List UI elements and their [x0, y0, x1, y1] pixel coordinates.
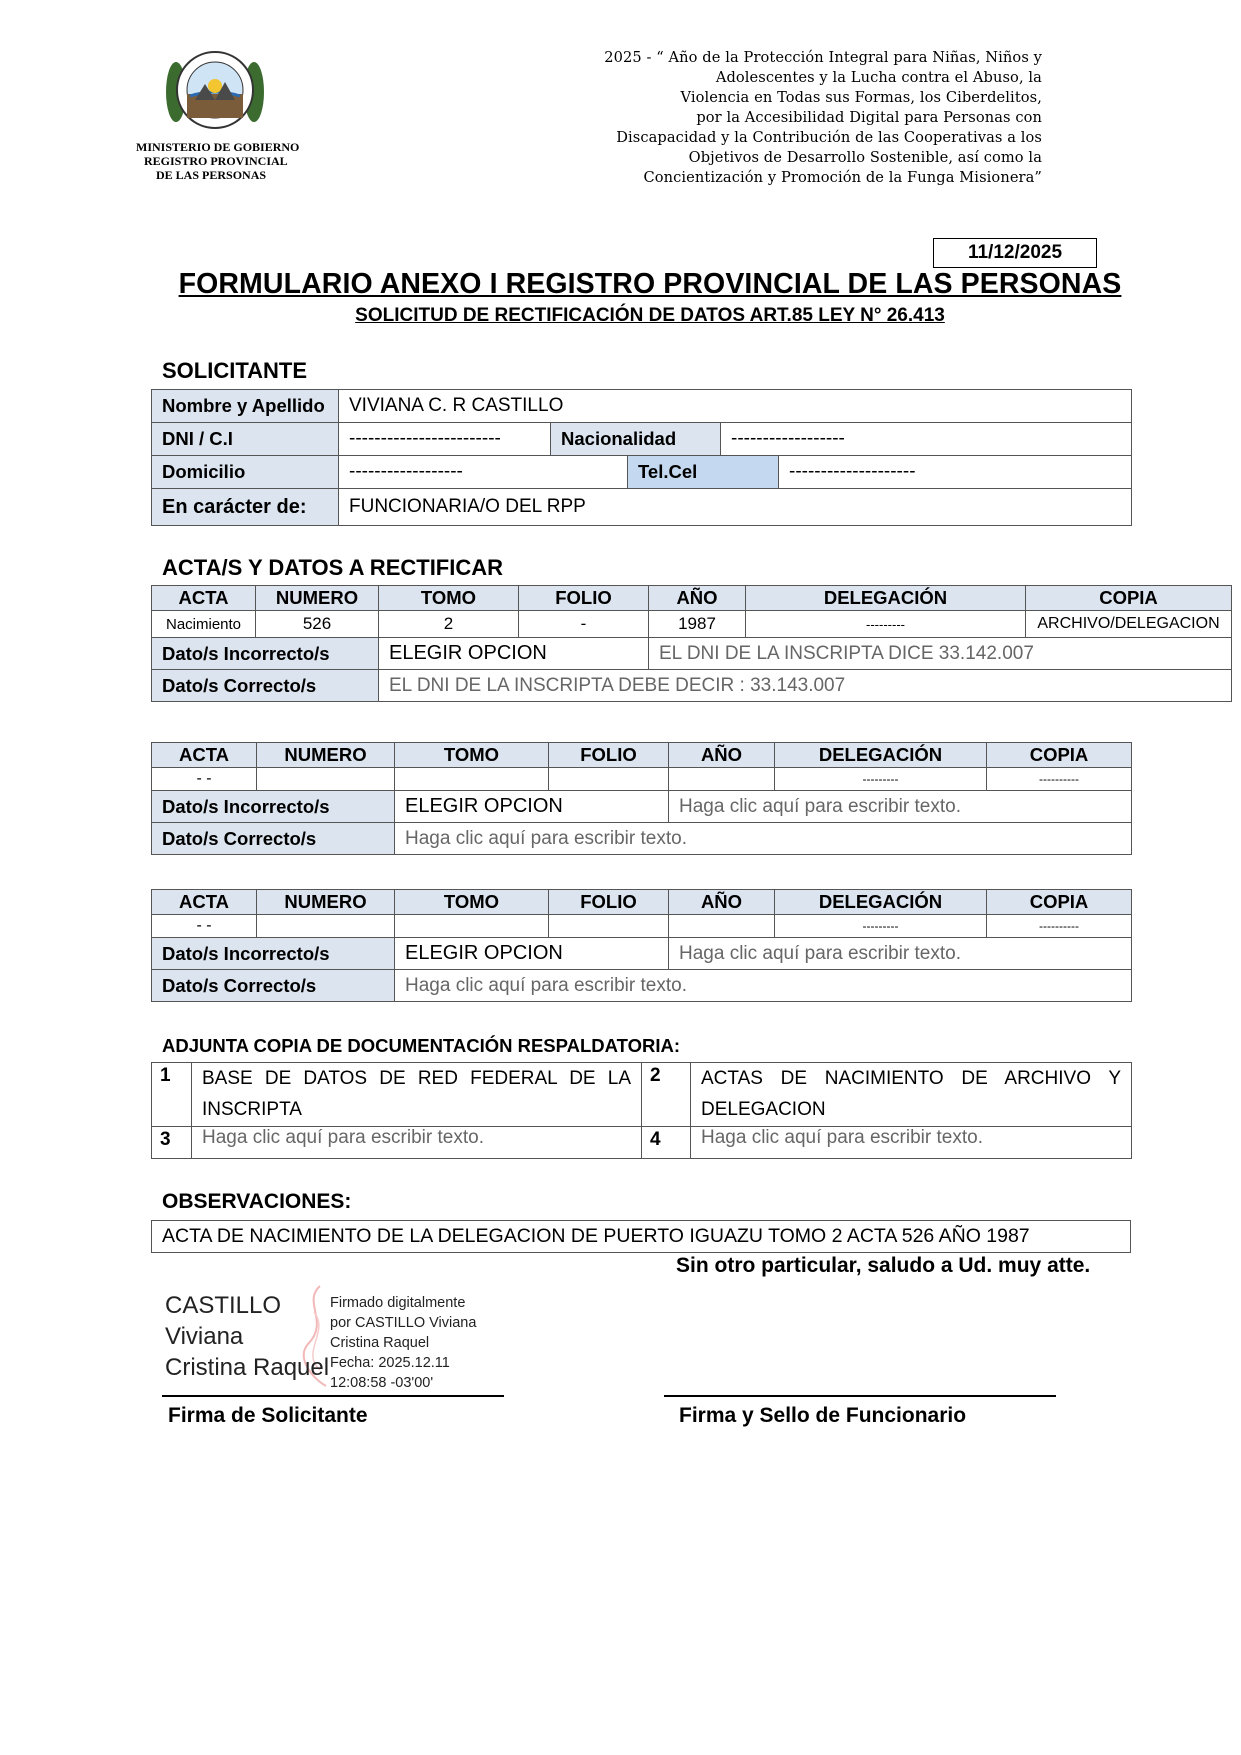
- nacionalidad-field[interactable]: ------------------: [721, 423, 1132, 456]
- acta-cell[interactable]: - -: [152, 768, 257, 791]
- col-copia: COPIA: [1026, 586, 1232, 611]
- stamp-line: Fecha: 2025.12.11: [330, 1355, 450, 1371]
- motto-line: Objetivos de Desarrollo Sostenible, así como la: [688, 149, 1042, 166]
- motto-line: Adolescentes y la Lucha contra el Abuso, la: [715, 69, 1042, 86]
- folio-cell[interactable]: -: [519, 611, 649, 638]
- folio-cell[interactable]: [549, 768, 669, 791]
- anio-cell[interactable]: 1987: [649, 611, 746, 638]
- doc-number: 4: [642, 1127, 691, 1159]
- incorrect-field[interactable]: Haga clic aquí para escribir texto.: [669, 791, 1132, 823]
- delegacion-cell[interactable]: ---------: [775, 768, 987, 791]
- acta-cell[interactable]: Nacimiento: [152, 611, 256, 638]
- correct-field[interactable]: Haga clic aquí para escribir texto.: [395, 823, 1132, 855]
- observaciones-heading: OBSERVACIONES:: [162, 1190, 352, 1213]
- numero-cell[interactable]: 526: [256, 611, 379, 638]
- dni-field[interactable]: ------------------------: [339, 423, 551, 456]
- col-anio: AÑO: [669, 890, 775, 915]
- doc-item-4[interactable]: Haga clic aquí para escribir texto.: [691, 1127, 1132, 1159]
- col-delegacion: DELEGACIÓN: [775, 743, 987, 768]
- solicitante-heading: SOLICITANTE: [162, 358, 308, 383]
- date-field[interactable]: 11/12/2025: [933, 238, 1097, 268]
- doc-number: 2: [642, 1063, 691, 1127]
- col-copia: COPIA: [987, 890, 1132, 915]
- correct-field[interactable]: EL DNI DE LA INSCRIPTA DEBE DECIR : 33.143.007: [379, 670, 1232, 702]
- incorrect-label: Dato/s Incorrecto/s: [152, 791, 395, 823]
- motto-line: 2025 - “ Año de la Protección Integral para Niñas, Niños y: [604, 49, 1042, 66]
- solicitante-signature-label: Firma de Solicitante: [168, 1404, 368, 1427]
- col-folio: FOLIO: [549, 743, 669, 768]
- option-select[interactable]: ELEGIR OPCION: [395, 791, 669, 823]
- col-tomo: TOMO: [395, 890, 549, 915]
- signer-name: [165, 1290, 329, 1383]
- doc-item-3[interactable]: Haga clic aquí para escribir texto.: [192, 1127, 642, 1159]
- observaciones-field[interactable]: ACTA DE NACIMIENTO DE LA DELEGACION DE PUERTO IGUAZU TOMO 2 ACTA 526 AÑO 1987: [151, 1220, 1131, 1253]
- col-tomo: TOMO: [379, 586, 519, 611]
- stamp-line: 12:08:58 -03'00': [330, 1375, 434, 1391]
- col-acta: ACTA: [152, 586, 256, 611]
- nombre-field[interactable]: VIVIANA C. R CASTILLO: [339, 390, 1132, 423]
- ministry-line: DE LAS PERSONAS: [156, 168, 267, 182]
- documentacion-heading: ADJUNTA COPIA DE DOCUMENTACIÓN RESPALDATORIA:: [162, 1035, 680, 1056]
- tomo-cell[interactable]: [395, 915, 549, 938]
- col-numero: NUMERO: [257, 743, 395, 768]
- numero-cell[interactable]: [257, 768, 395, 791]
- funcionario-signature-label: Firma y Sello de Funcionario: [679, 1404, 967, 1427]
- ministry-line: REGISTRO PROVINCIAL: [144, 154, 288, 168]
- col-folio: FOLIO: [549, 890, 669, 915]
- col-anio: AÑO: [669, 743, 775, 768]
- option-select[interactable]: ELEGIR OPCION: [379, 638, 649, 670]
- col-acta: ACTA: [152, 743, 257, 768]
- ministry-block: [130, 140, 320, 182]
- solicitante-signature-line: [162, 1395, 504, 1397]
- caracter-field[interactable]: FUNCIONARIA/O DEL RPP: [339, 489, 1132, 526]
- col-anio: AÑO: [649, 586, 746, 611]
- tomo-cell[interactable]: [395, 768, 549, 791]
- numero-cell[interactable]: [257, 915, 395, 938]
- acta-cell[interactable]: - -: [152, 915, 257, 938]
- incorrect-field[interactable]: Haga clic aquí para escribir texto.: [669, 938, 1132, 970]
- acta-grid-2: [151, 742, 1132, 855]
- col-copia: COPIA: [987, 743, 1132, 768]
- solicitante-table: [151, 389, 1132, 526]
- anio-cell[interactable]: [669, 768, 775, 791]
- col-numero: NUMERO: [257, 890, 395, 915]
- incorrect-label: Dato/s Incorrecto/s: [152, 938, 395, 970]
- incorrect-field[interactable]: EL DNI DE LA INSCRIPTA DICE 33.142.007: [649, 638, 1232, 670]
- folio-cell[interactable]: [549, 915, 669, 938]
- digital-signature-stamp: [330, 1293, 476, 1393]
- province-seal-logo: [160, 44, 270, 140]
- domicilio-label: Domicilio: [152, 456, 339, 489]
- stamp-line: Firmado digitalmente: [330, 1295, 466, 1311]
- caracter-label: En carácter de:: [152, 489, 339, 526]
- correct-label: Dato/s Correcto/s: [152, 970, 395, 1002]
- correct-field[interactable]: Haga clic aquí para escribir texto.: [395, 970, 1132, 1002]
- col-folio: FOLIO: [519, 586, 649, 611]
- col-delegacion: DELEGACIÓN: [775, 890, 987, 915]
- tel-field[interactable]: --------------------: [779, 456, 1132, 489]
- doc-number: 1: [152, 1063, 192, 1127]
- funcionario-signature-line: [664, 1395, 1056, 1397]
- doc-number: 3: [152, 1127, 192, 1159]
- closing-text: Sin otro particular, saludo a Ud. muy atte.: [676, 1254, 1091, 1277]
- tomo-cell[interactable]: 2: [379, 611, 519, 638]
- tel-label: Tel.Cel: [628, 456, 779, 489]
- signer-name-line: Viviana: [165, 1323, 244, 1350]
- col-acta: ACTA: [152, 890, 257, 915]
- correct-label: Dato/s Correcto/s: [152, 823, 395, 855]
- doc-item-1[interactable]: BASE DE DATOS DE RED FEDERAL DE LA INSCRIPTA: [192, 1063, 642, 1127]
- correct-label: Dato/s Correcto/s: [152, 670, 379, 702]
- anio-cell[interactable]: [669, 915, 775, 938]
- delegacion-cell[interactable]: ---------: [746, 611, 1026, 638]
- delegacion-cell[interactable]: ---------: [775, 915, 987, 938]
- documentacion-table: [151, 1062, 1132, 1159]
- motto-line: Concientización y Promoción de la Funga Misionera”: [643, 169, 1042, 186]
- actas-heading: ACTA/S Y DATOS A RECTIFICAR: [162, 555, 504, 580]
- acta-grid-1: [151, 585, 1232, 702]
- incorrect-label: Dato/s Incorrecto/s: [152, 638, 379, 670]
- signer-name-line: CASTILLO: [165, 1292, 282, 1319]
- doc-item-2[interactable]: ACTAS DE NACIMIENTO DE ARCHIVO Y DELEGACION: [691, 1063, 1132, 1127]
- copia-cell[interactable]: ----------: [987, 768, 1132, 791]
- stamp-line: por CASTILLO Viviana: [330, 1315, 477, 1331]
- nombre-label: Nombre y Apellido: [152, 390, 339, 423]
- motto-line: Discapacidad y la Contribución de las Cooperativas a los: [616, 129, 1042, 146]
- motto-line: Violencia en Todas sus Formas, los Ciberdelitos,: [680, 89, 1042, 106]
- form-subtitle: SOLICITUD DE RECTIFICACIÓN DE DATOS ART.85 LEY N° 26.413: [355, 305, 945, 326]
- stamp-line: Cristina Raquel: [330, 1335, 430, 1351]
- col-delegacion: DELEGACIÓN: [746, 586, 1026, 611]
- motto-line: por la Accesibilidad Digital para Personas con: [696, 109, 1042, 126]
- option-select[interactable]: ELEGIR OPCION: [395, 938, 669, 970]
- copia-cell[interactable]: ----------: [987, 915, 1132, 938]
- copia-cell[interactable]: ARCHIVO/DELEGACION: [1026, 611, 1232, 638]
- dni-label: DNI / C.I: [152, 423, 339, 456]
- signer-name-line: Cristina Raquel: [165, 1354, 330, 1381]
- acta-grid-3: [151, 889, 1132, 1002]
- col-numero: NUMERO: [256, 586, 379, 611]
- year-motto: [540, 48, 1042, 188]
- col-tomo: TOMO: [395, 743, 549, 768]
- domicilio-field[interactable]: ------------------: [339, 456, 628, 489]
- nacionalidad-label: Nacionalidad: [551, 423, 721, 456]
- form-title: FORMULARIO ANEXO I REGISTRO PROVINCIAL DE LAS PERSONAS: [178, 268, 1122, 300]
- ministry-line: MINISTERIO DE GOBIERNO: [136, 140, 300, 154]
